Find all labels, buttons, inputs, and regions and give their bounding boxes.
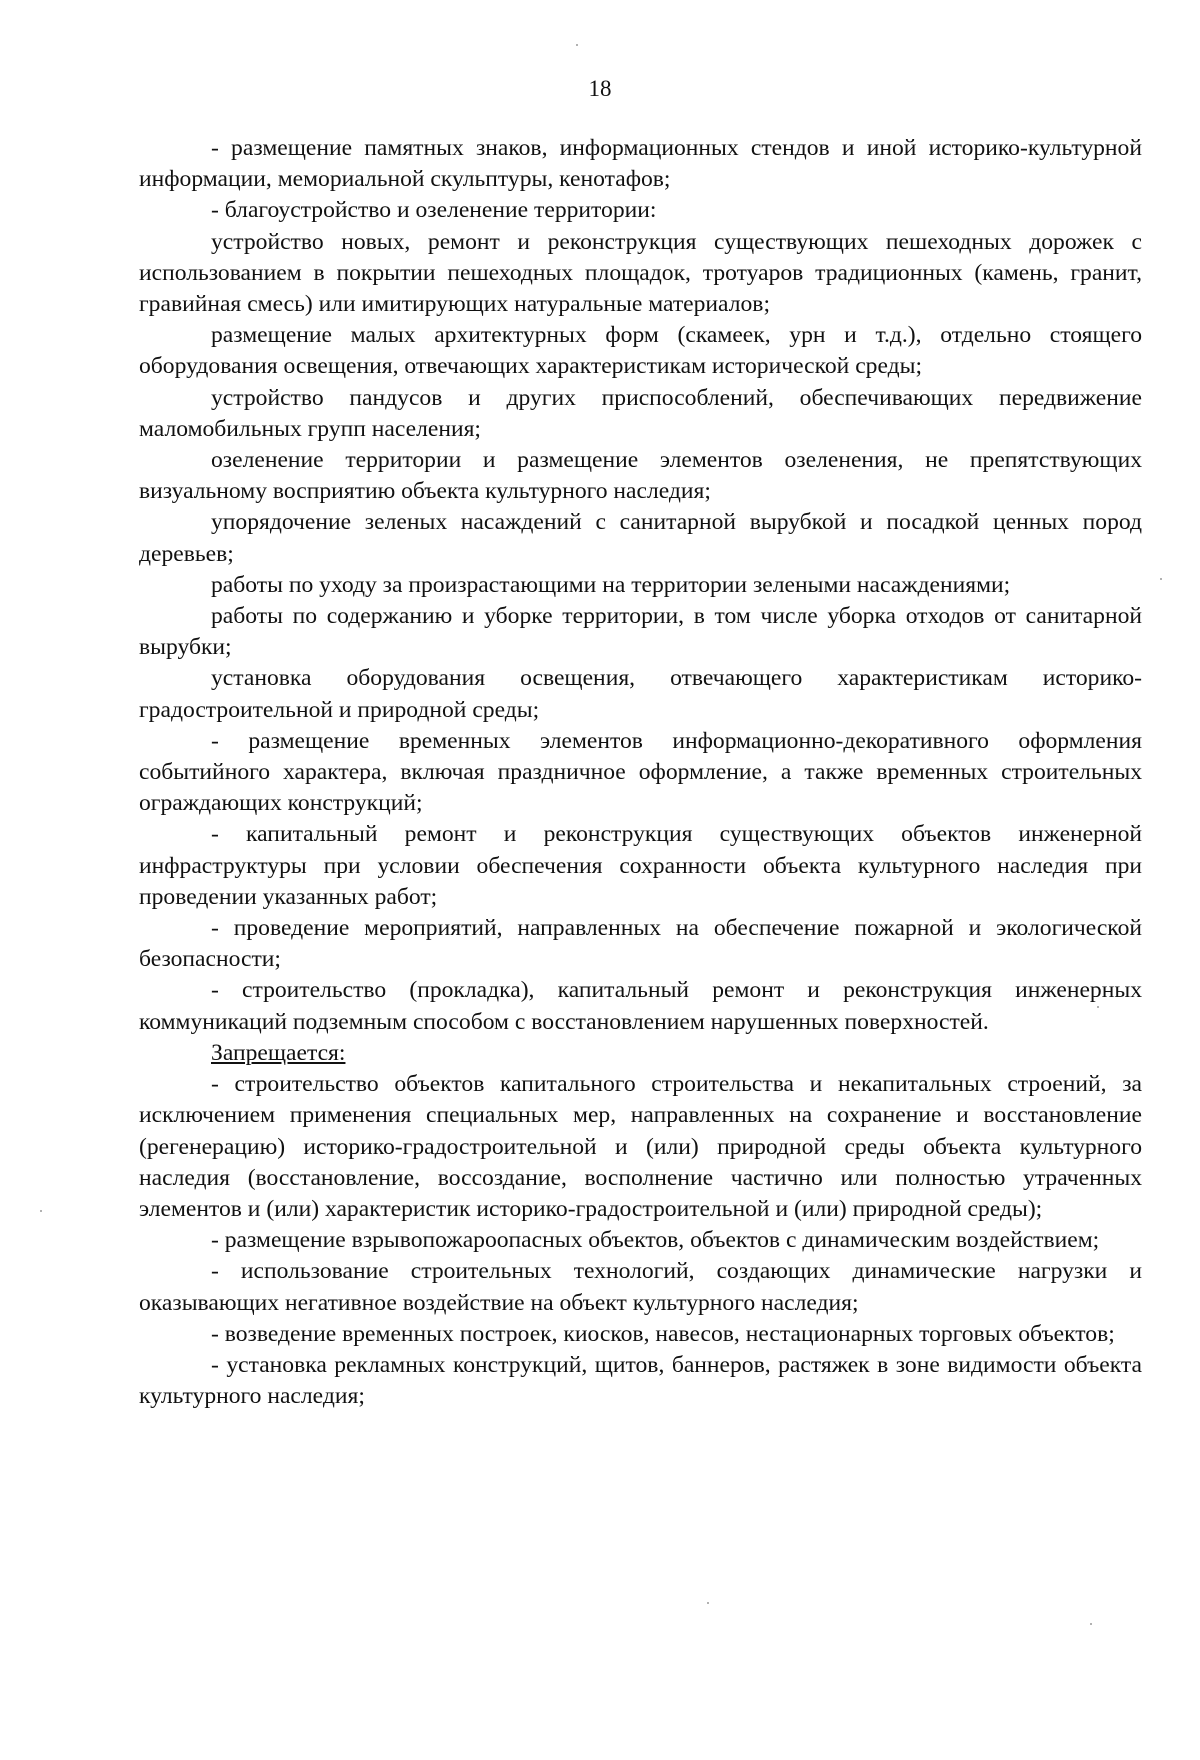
paragraph: устройство пандусов и других приспособлений, обеспечивающих передвижение маломобильных групп населения; [139,384,1142,442]
paragraph: - проведение мероприятий, направленных на обеспечение пожарной и экологической безопасности; [139,915,1142,973]
scan-speck [1160,578,1162,580]
prohibited-item: - возведение временных построек, киосков, навесов, нестационарных торговых объектов; [211,1320,1115,1347]
prohibited-item: - установка рекламных конструкций, щитов, баннеров, растяжек в зоне видимости объекта культурного наследия; [139,1351,1142,1410]
paragraph: - размещение временных элементов информационно-декоративного оформления событийного характера, включая праздничное оформление, а также временных строительных ограждающих конструкций; [139,727,1142,817]
scan-speck [40,1210,42,1212]
paragraph: работы по содержанию и уборке территории, в том числе уборка отходов от санитарной вырубки; [139,603,1142,661]
paragraph: устройство новых, ремонт и реконструкция существующих пешеходных дорожек с использованием в покрытии пешеходных площадок, тротуаров традиционных (камень, гранит, гравийная смесь) или имитирующих натуральные материалов; [139,228,1142,318]
paragraph: озеленение территории и размещение элементов озеленения, не препятствующих визуальному восприятию объекта культурного наследия; [139,447,1142,505]
prohibited-item: - размещение взрывопожароопасных объектов, объектов с динамическим воздействием; [211,1227,1100,1254]
prohibited-item: - использование строительных технологий, создающих динамические нагрузки и оказывающих негативное воздействие на объект культурного наследия; [139,1258,1142,1316]
document-body [139,133,1142,1412]
paragraph: работы по уходу за произрастающими на территории зелеными насаждениями; [211,571,1011,598]
prohibited-item: - строительство объектов капитального строительства и некапитальных строений, за исключением применения специальных мер, направленных на сохранение и восстановление (регенерацию) историко-градостроительной и (или) природной среды объекта культурного наследия (восстановление, воссоздание, восполнение частично или полностью утраченных элементов и (или) характеристик историко-градостроительной и (или) природной среды); [139,1071,1142,1222]
section-heading-prohibited [139,1038,1142,1069]
scan-speck [707,1602,709,1604]
page-number: 18 [588,76,612,101]
scan-speck [1097,1006,1099,1008]
paragraph: установка оборудования освещения, отвечающего характеристикам историко-градостроительной и природной среды; [139,665,1142,723]
paragraph: упорядочение зеленых насаждений с санитарной вырубкой и посадкой ценных пород деревьев; [139,509,1142,567]
scan-speck [1090,1623,1092,1625]
paragraph: - капитальный ремонт и реконструкция существующих объектов инженерной инфраструктуры при условии обеспечения сохранности объекта культурного наследия при проведении указанных работ; [139,821,1142,910]
paragraph: размещение малых архитектурных форм (скамеек, урн и т.д.), отдельно стоящего оборудования освещения, отвечающих характеристикам исторической среды; [139,322,1142,380]
scan-speck [576,44,578,46]
paragraph: - размещение памятных знаков, информационных стендов и иной историко-культурной информации, мемориальной скульптуры, кенотафов; [139,135,1142,193]
paragraph: - благоустройство и озеленение территории: [211,197,657,224]
prohibited-heading-text: Запрещается: [211,1039,346,1066]
paragraph: - строительство (прокладка), капитальный ремонт и реконструкция инженерных коммуникаций подземным способом с восстановлением нарушенных поверхностей. [139,977,1142,1035]
